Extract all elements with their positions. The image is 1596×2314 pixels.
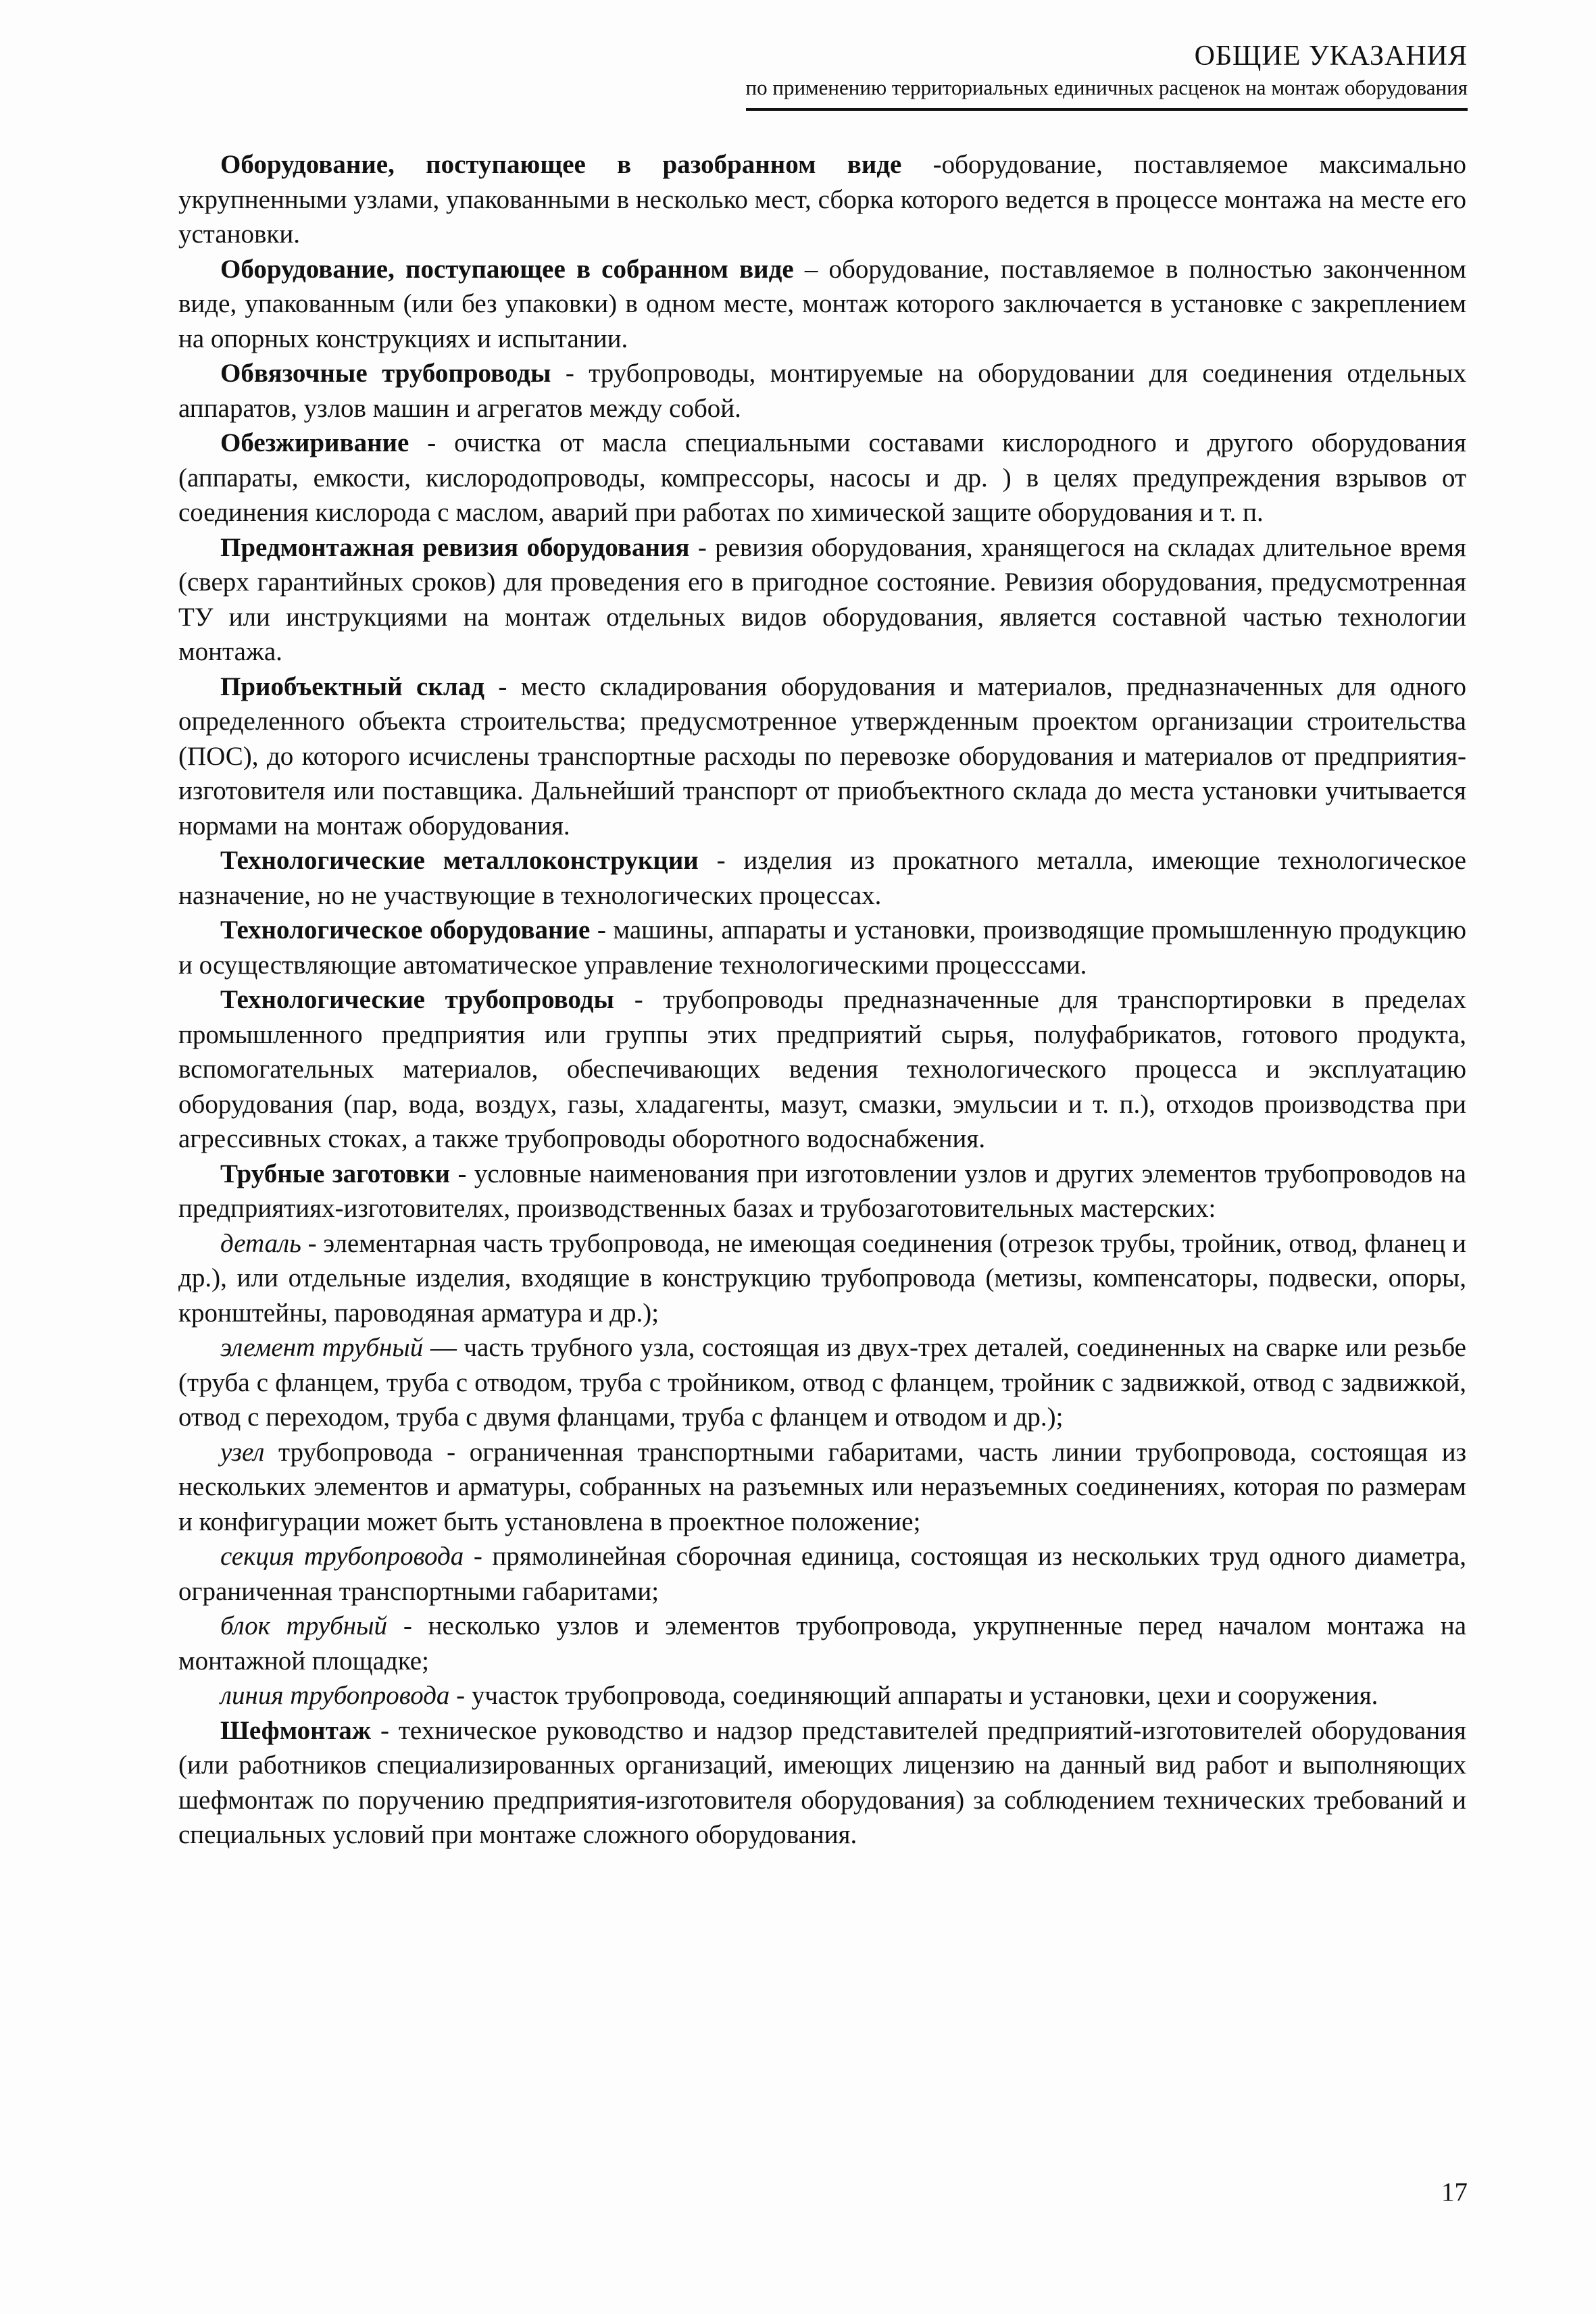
glossary-subitem [178, 1539, 1466, 1609]
glossary-entry [178, 356, 1466, 426]
glossary-entry [178, 426, 1466, 530]
header-subtitle: по применению территориальных единичных расценок на монтаж оборудования [746, 73, 1468, 111]
subitem-term: секция трубопровода [220, 1542, 464, 1571]
entry-definition: - место складирования оборудования и материалов, предназначенных для одного определенного объекта строительства; предусмотренное утвержденным проектом организации строительства (ПОС), до которого исчислены транспортные расходы по перевозке оборудования и материалов от предприятия-изготовителя или поставщика. Дальнейший транспорт от приобъектного склада до места установки учитывается нормами на монтаж оборудования. [178, 672, 1467, 840]
entry-definition: - изделия из прокатного металла, имеющие технологическое назначение, но не участвующие в технологических процессах. [178, 846, 1466, 910]
glossary-entry [178, 252, 1466, 357]
page-number: 17 [1441, 2178, 1468, 2207]
subitem-definition: трубопровода - ограниченная транспортными габаритами, часть линии трубопровода, состоящая из нескольких элементов и арматуры, собранных на разъемных или неразъемных соединениях, которая по размерам и конфигурации может быть установлена в проектное положение; [178, 1437, 1466, 1536]
entry-term: Приобъектный склад [220, 672, 484, 701]
header-title: ОБЩИЕ УКАЗАНИЯ [1194, 41, 1468, 72]
entry-term: Трубные заготовки [220, 1159, 450, 1188]
glossary-subitem [178, 1330, 1466, 1435]
subitem-definition: - элементарная часть трубопровода, не имеющая соединения (отрезок трубы, тройник, отвод, фланец и др.), или отдельные изделия, входящие в конструкцию трубопровода (метизы, компенсаторы, подвески, опоры, кронштейны, пароводяная арматура и др.); [178, 1228, 1466, 1328]
glossary-entry [178, 530, 1466, 670]
glossary-subitem [178, 1435, 1466, 1540]
entry-definition: - трубопроводы предназначенные для транспортировки в пределах промышленного предприятия или группы этих предприятий сырья, полуфабрикатов, готового продукта, вспомогательных материалов, обеспечивающих ведения технологического процесса и эксплуатацию оборудования (пар, вода, воздух, газы, хладагенты, мазут, смазки, эмульсии и т. п.), отходов производства при агрессивных стоках, а также трубопроводы оборотного водоснабжения. [178, 985, 1466, 1153]
subitem-definition: - участок трубопровода, соединяющий аппараты и установки, цехи и сооружения. [449, 1681, 1378, 1710]
glossary-entry [178, 913, 1466, 982]
subitem-term: линия трубопровода [220, 1681, 450, 1710]
glossary-body [178, 147, 1466, 1853]
glossary-entry [178, 670, 1466, 844]
entry-definition: - машины, аппараты и установки, производящие промышленную продукцию и осуществляющие автоматическое управление технологическими процесссами. [178, 915, 1466, 980]
entry-term: Технологические трубопроводы [220, 985, 614, 1014]
glossary-entry [178, 843, 1466, 913]
entry-term: Технологическое оборудование [220, 915, 591, 945]
subitem-definition: — часть трубного узла, состоящая из двух-трех деталей, соединенных на сварке или резьбе (труба с фланцем, труба с отводом, труба с тройником, отвод с фланцем, тройник с задвижкой, отвод с задвижкой, отвод с переходом, труба с двумя фланцами, труба с фланцем и отводом и др.); [178, 1333, 1466, 1432]
glossary-subitem [178, 1609, 1466, 1678]
entry-definition: -оборудование, поставляемое максимально укрупненными узлами, упакованными в несколько мест, сборка которого ведется в процессе монтажа на месте его установки. [178, 150, 1466, 249]
entry-term: Обезжиривание [220, 428, 409, 457]
entry-term: Обвязочные трубопроводы [220, 359, 551, 388]
subitem-definition: - несколько узлов и элементов трубопровода, укрупненные перед началом монтажа на монтажной площадке; [178, 1611, 1467, 1676]
subitem-term: узел [220, 1437, 265, 1467]
entry-term: Оборудование, поступающее в разобранном виде [220, 150, 902, 179]
entry-term: Шефмонтаж [220, 1715, 372, 1745]
glossary-subitem [178, 1678, 1466, 1713]
glossary-entry [178, 1157, 1466, 1226]
glossary-entry [178, 1713, 1466, 1853]
glossary-entry [178, 147, 1466, 252]
glossary-subitem [178, 1226, 1466, 1331]
entry-term: Предмонтажная ревизия оборудования [220, 532, 690, 562]
subitem-definition: - прямолинейная сборочная единица, состоящая из нескольких труд одного диаметра, ограниченная транспортными габаритами; [178, 1542, 1466, 1606]
subitem-term: деталь [220, 1228, 301, 1258]
subitem-term: блок трубный [220, 1611, 388, 1640]
entry-definition: - условные наименования при изготовлении узлов и других элементов трубопроводов на предприятиях-изготовителях, производственных базах и трубозаготовительных мастерских: [178, 1159, 1466, 1223]
entry-definition: - трубопроводы, монтируемые на оборудовании для соединения отдельных аппаратов, узлов машин и агрегатов между собой. [178, 359, 1466, 423]
running-header [746, 39, 1468, 111]
glossary-entry [178, 982, 1466, 1157]
entry-definition: – оборудование, поставляемое в полностью законченном виде, упакованным (или без упаковки) в одном месте, монтаж которого заключается в установке с закреплением на опорных конструкциях и испытании. [178, 254, 1467, 353]
entry-definition: - техническое руководство и надзор представителей предприятий-изготовителей оборудования (или работников специализированных организаций, имеющих лицензию на данный вид работ и выполняющих шефмонтаж по поручению предприятия-изготовителя оборудования) за соблюдением технических требований и специальных условий при монтаже сложного оборудования. [178, 1715, 1466, 1849]
entry-definition: - очистка от масла специальными составами кислородного и другого оборудования (аппараты, емкости, кислородопроводы, компрессоры, насосы и др. ) в целях предупреждения взрывов от соединения кислорода с маслом, аварий при работах по химической защите оборудования и т. п. [178, 428, 1466, 527]
subitem-term: элемент трубный [220, 1333, 424, 1362]
entry-term: Оборудование, поступающее в собранном виде [220, 254, 794, 284]
entry-definition: - ревизия оборудования, хранящегося на складах длительное время (сверх гарантийных сроков) для проведения его в пригодное состояние. Ревизия оборудования, предусмотренная ТУ или инструкциями на монтаж отдельных видов оборудования, является составной частью технологии монтажа. [178, 532, 1466, 666]
entry-term: Технологические металлоконструкции [220, 846, 699, 875]
